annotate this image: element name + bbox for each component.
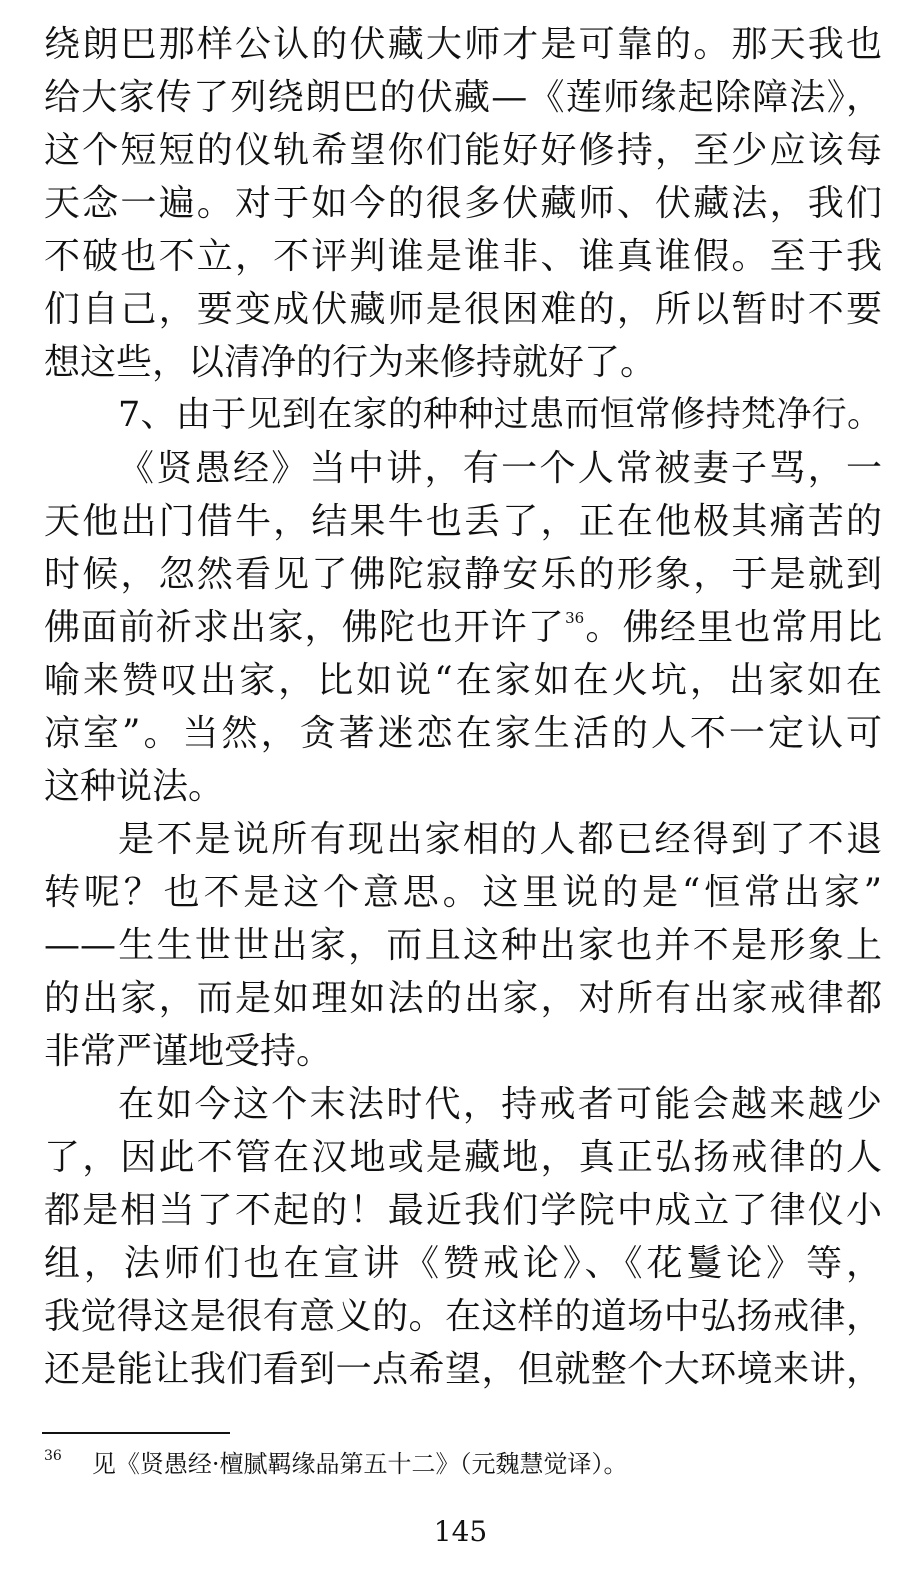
footnote-reference: 36 (565, 609, 585, 627)
page-number: 145 (433, 1515, 488, 1548)
paragraph-first-line: 是不是说所有现出家相的人都已经得到了不退 (118, 819, 882, 860)
body-text-line: 这种说法。 (44, 766, 225, 807)
body-text-line: 还是能让我们看到一点希望，但就整个大环境来讲， (44, 1349, 882, 1390)
paragraph-first-line: 在如今这个末法时代，持戒者可能会越来越少 (118, 1084, 882, 1125)
body-text-line: 了，因此不管在汉地或是藏地，真正弘扬戒律的人 (44, 1137, 882, 1178)
body-text-line: 的出家，而是如理如法的出家，对所有出家戒律都 (44, 978, 882, 1019)
body-text-line: 转呢？也不是这个意思。这里说的是“恒常出家” (44, 872, 882, 913)
body-text-line: 非常严谨地受持。 (44, 1031, 333, 1072)
footnote-number: 36 (44, 1448, 62, 1464)
body-text-line: 不破也不立，不评判谁是谁非、谁真谁假。至于我 (44, 236, 882, 277)
footnote (44, 1444, 884, 1484)
body-text-segment: 佛面前祈求出家，佛陀也开许了 (44, 607, 566, 648)
body-text-segment: 。佛经里也常用比 (584, 607, 882, 648)
body-text-line-with-footnote (44, 601, 882, 654)
footnote-text: 见《贤愚经·檀腻羁缘品第五十二》（元魏慧觉译）。 (91, 1450, 628, 1478)
body-text-line: 组，法师们也在宣讲《赞戒论》、《花鬘论》等， (44, 1243, 882, 1284)
body-text-line: 天他出门借牛，结果牛也丢了，正在他极其痛苦的 (44, 501, 882, 542)
paragraph-first-line: 《贤愚经》当中讲，有一个人常被妻子骂，一 (118, 448, 882, 489)
body-text-line: 们自己，要变成伏藏师是很困难的，所以暂时不要 (44, 289, 882, 330)
body-text-line: 时候，忽然看见了佛陀寂静安乐的形象，于是就到 (44, 554, 882, 595)
body-text-line: 这个短短的仪轨希望你们能好好修持，至少应该每 (44, 130, 882, 171)
body-text-line: 绕朗巴那样公认的伏藏大师才是可靠的。那天我也 (44, 24, 882, 65)
body-text-line: 凉室”。当然，贪著迷恋在家生活的人不一定认可 (44, 713, 882, 754)
section-heading: 7、由于见到在家的种种过患而恒常修持梵净行。 (118, 395, 882, 435)
body-text-line: 想这些，以清净的行为来修持就好了。 (44, 342, 657, 383)
body-text-line: 天念一遍。对于如今的很多伏藏师、伏藏法，我们 (44, 183, 882, 224)
body-text-line: ——生生世世出家，而且这种出家也并不是形象上 (44, 925, 882, 966)
body-text-line: 给大家传了列绕朗巴的伏藏—《莲师缘起除障法》， (44, 77, 882, 118)
footnote-separator (42, 1432, 230, 1434)
body-text-line: 喻来赞叹出家，比如说“在家如在火坑，出家如在 (44, 660, 882, 701)
body-text-line: 都是相当了不起的！最近我们学院中成立了律仪小 (44, 1190, 882, 1231)
body-text-line: 我觉得这是很有意义的。在这样的道场中弘扬戒律， (44, 1296, 882, 1337)
